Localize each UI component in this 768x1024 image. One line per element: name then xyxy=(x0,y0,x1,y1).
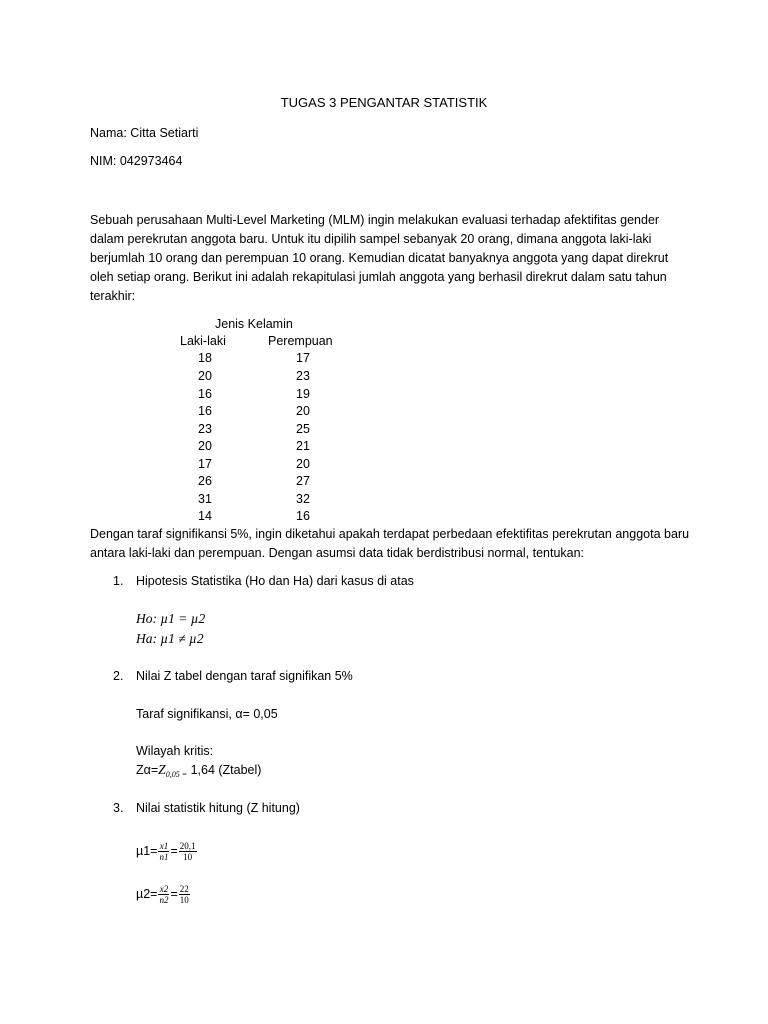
frac-numerator: x1 xyxy=(159,841,169,852)
hypothesis-ha: Ha: µ1 ≠ µ2 xyxy=(136,631,204,646)
table-header-laki: Laki-laki xyxy=(180,334,226,348)
question-paragraph: Dengan taraf signifikansi 5%, ingin diketahui apakah terdapat perbedaan efektifitas perekrutan anggota baru antara laki-laki dan perempuan. Dengan asumsi data tidak berdistribusi normal, tentukan: xyxy=(90,527,690,560)
item-number: 3. xyxy=(113,801,124,815)
table-cell: 17 xyxy=(296,351,310,365)
alpha-line: Taraf signifikansi, α= 0,05 xyxy=(136,707,278,721)
frac-numerator: 20,1 xyxy=(179,841,196,852)
item-number: 1. xyxy=(113,574,124,588)
frac-numerator: x2 xyxy=(159,884,169,895)
z-prefix: Zα= xyxy=(136,763,159,777)
z-value: 1,64 (Ztabel) xyxy=(190,763,262,777)
critical-region-label: Wilayah kritis: xyxy=(136,744,214,758)
z-subscript: 0,05 = xyxy=(165,770,188,779)
table-header-perempuan: Perempuan xyxy=(268,334,333,348)
table-cell: 27 xyxy=(296,474,310,488)
mu2-label: µ2= xyxy=(136,887,158,901)
intro-paragraph: Sebuah perusahaan Multi-Level Marketing (MLM) ingin melakukan evaluasi terhadap afektifitas gender dalam perekrutan anggota baru. Untuk itu dipilih sampel sebanyak 20 orang, dimana anggota laki-laki berjumlah 10 orang dan perempuan 10 orang. Kemudian dicatat banyaknya anggota yang dapat direkrut oleh setiap orang. Berikut ini adalah rekapitulasi jumlah anggota yang berhasil direkrut dalam satu tahun terakhir: xyxy=(90,213,669,303)
table-cell: 20 xyxy=(198,369,212,383)
frac-numerator: 22 xyxy=(179,884,189,895)
mu2-value-fraction xyxy=(179,884,190,905)
table-cell: 20 xyxy=(198,439,212,453)
table-group-header: Jenis Kelamin xyxy=(215,317,293,331)
mu2-formula xyxy=(136,881,191,907)
item-text: Nilai Z tabel dengan taraf signifikan 5% xyxy=(136,669,353,683)
document-title: TUGAS 3 PENGANTAR STATISTIK xyxy=(280,95,488,110)
table-cell: 20 xyxy=(296,404,310,418)
table-cell: 17 xyxy=(198,457,212,471)
student-nim: NIM: 042973464 xyxy=(90,154,183,168)
table-cell: 23 xyxy=(198,422,212,436)
item-text: Nilai statistik hitung (Z hitung) xyxy=(136,801,300,815)
student-name: Nama: Citta Setiarti xyxy=(90,126,199,140)
frac-denominator: 10 xyxy=(183,852,193,863)
mu1-value-fraction xyxy=(179,841,197,862)
table-cell: 23 xyxy=(296,369,310,383)
table-cell: 20 xyxy=(296,457,310,471)
equals-sign: = xyxy=(170,887,178,901)
hypothesis-h0: Ho: µ1 = µ2 xyxy=(136,611,206,626)
frac-denominator: 10 xyxy=(179,895,189,906)
table-cell: 16 xyxy=(198,404,212,418)
z-symbol: Z xyxy=(158,762,166,777)
item-text: Hipotesis Statistika (Ho dan Ha) dari kasus di atas xyxy=(136,574,414,588)
mu1-formula xyxy=(136,838,198,864)
table-cell: 14 xyxy=(198,509,212,523)
mu1-label: µ1= xyxy=(136,844,158,858)
table-cell: 26 xyxy=(198,474,212,488)
frac-denominator: n1 xyxy=(159,852,169,863)
frac-denominator: n2 xyxy=(159,895,169,906)
table-cell: 21 xyxy=(296,439,310,453)
mu1-fraction xyxy=(158,841,169,862)
table-cell: 16 xyxy=(198,387,212,401)
table-cell: 18 xyxy=(198,351,212,365)
item-number: 2. xyxy=(113,669,124,683)
table-cell: 16 xyxy=(296,509,310,523)
mu2-fraction xyxy=(158,884,169,905)
z-table-line xyxy=(136,762,261,783)
equals-sign: = xyxy=(170,844,178,858)
table-cell: 32 xyxy=(296,492,310,506)
table-cell: 25 xyxy=(296,422,310,436)
table-cell: 19 xyxy=(296,387,310,401)
table-cell: 31 xyxy=(198,492,212,506)
